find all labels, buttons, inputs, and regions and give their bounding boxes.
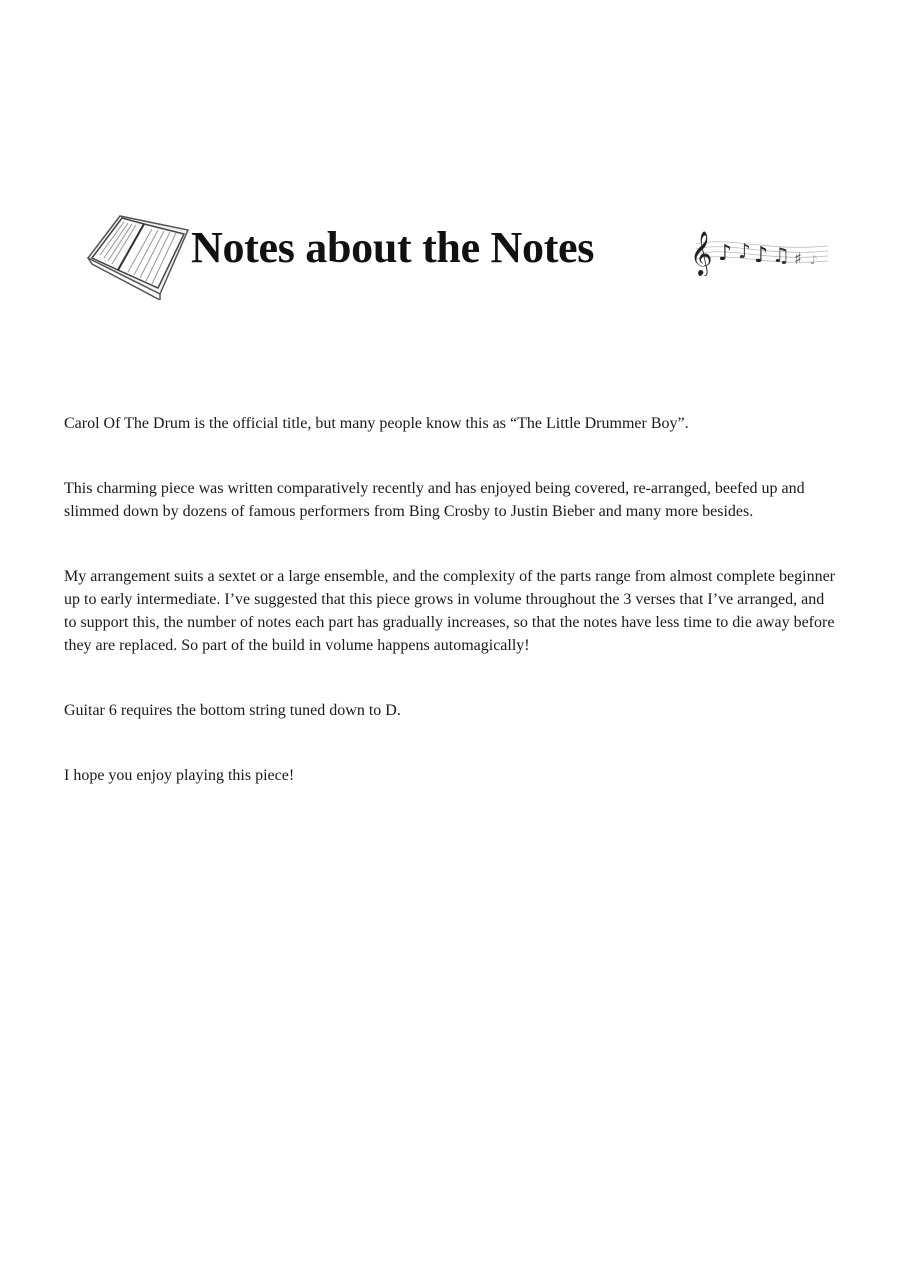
document-body [64, 412, 840, 829]
open-book-icon [84, 208, 196, 300]
paragraph-tuning: Guitar 6 requires the bottom string tuned down to D. [64, 702, 401, 719]
music-notes-icon [688, 218, 834, 276]
svg-text:♪: ♪ [718, 241, 733, 266]
svg-text:𝄞: 𝄞 [690, 231, 713, 275]
svg-text:♪: ♪ [810, 253, 818, 267]
svg-text:♪: ♪ [738, 239, 751, 263]
paragraph-history: This charming piece was written comparatively recently and has enjoyed being covered, re-arranged, beefed up and slimmed down by dozens of famous performers from Bing Crosby to Justin Bieber and many more besides. [64, 480, 805, 520]
paragraph-title-info: Carol Of The Drum is the official title, but many people know this as “The Little Drummer Boy”. [64, 415, 689, 432]
paragraph-closing: I hope you enjoy playing this piece! [64, 767, 295, 784]
svg-text:♯: ♯ [794, 249, 802, 268]
page-header [84, 208, 834, 304]
paragraph-arrangement: My arrangement suits a sextet or a large ensemble, and the complexity of the parts range from almost complete beginner up to early intermediate. I’ve suggested that this piece grows in volume throughout the 3 verses that I’ve arranged, and to support this, the number of notes each part has gradually increases, so that the notes have less time to die away before they are replaced. So part of the build in volume happens automagically! [64, 568, 836, 654]
svg-text:♫: ♫ [772, 243, 790, 267]
page-title: Notes about the Notes [191, 223, 595, 272]
svg-text:♪: ♪ [754, 243, 769, 268]
